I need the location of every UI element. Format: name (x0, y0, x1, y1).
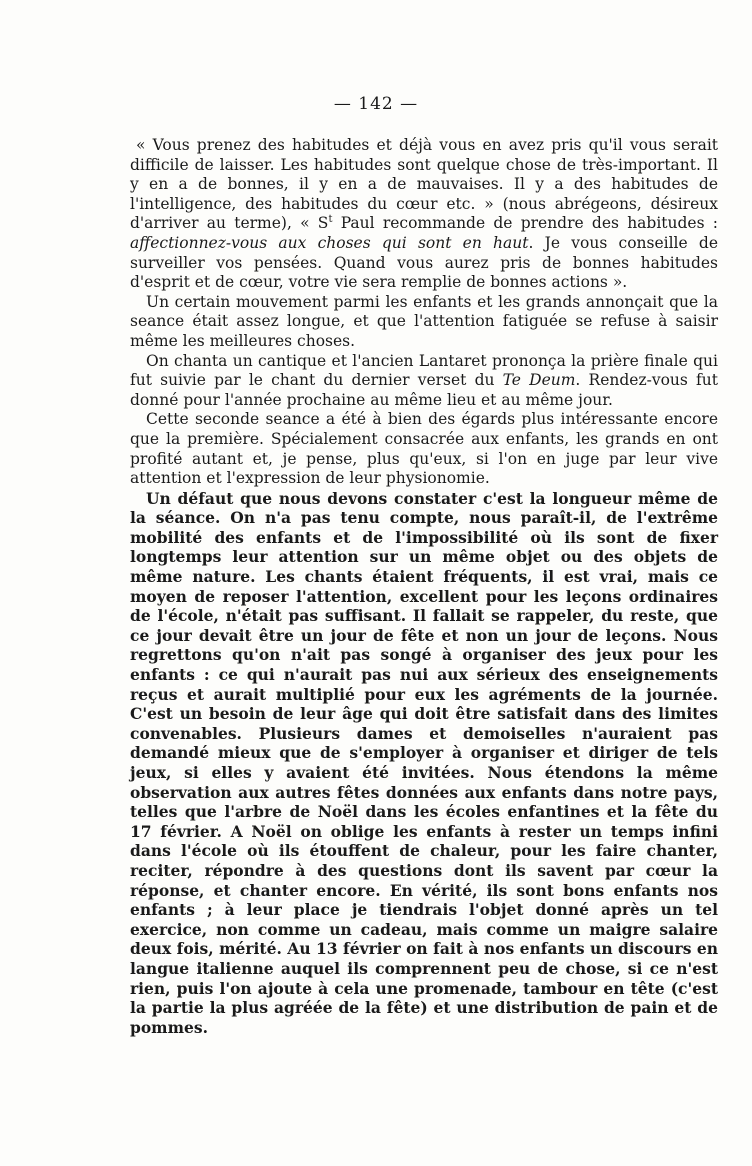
text-run: Paul recommande de prendre des habitudes : (332, 214, 719, 233)
text-run: . Je vous conseille de surveiller vos pensées. Quand vous aurez pris de bonnes habitudes d'esprit et de cœur, votre vie sera remplie de bonnes actions ». (130, 233, 718, 292)
paragraph-p2 (130, 293, 718, 352)
text-run: Un certain mouvement parmi les enfants et les grands annonçait que la seance était assez longue, et que l'attention fatiguée se refuse à saisir même les meilleures choses. (130, 292, 718, 350)
paragraph-p4 (130, 410, 718, 488)
body-text (130, 136, 718, 1037)
superscript-text: t (328, 214, 333, 226)
text-run: « Vous prenez des habitudes et déjà vous en avez pris qu'il vous serait difficile de laisser. Les habitudes sont quelque chose de très-important. Il y en a de bonnes, il y en a de mauvaises. Il y a des habitudes de l'intelligence, des habitudes du cœur etc. » (nous abrégeons, désireux d'arriver au terme), « S (130, 136, 718, 233)
text-run: Cette seconde seance a été à bien des égards plus intéressante encore que la première. Spécialement consacrée aux enfants, les grands en ont profité autant et, je pense, plus qu'eux, si l'on en juge par leur vive attention et l'expression de leur physionomie. (130, 410, 718, 488)
paragraph-p1 (130, 136, 718, 293)
text-run: Un défaut que nous devons constater c'est la longueur même de la séance. On n'a pas tenu compte, nous paraît-il, de l'extrême mobilité des enfants et de l'impossibilité où ils sont de fixer longtemps leur attention sur un même objet ou des objets de même nature. Les chants étaient fréquents, il est vrai, mais ce moyen de reposer l'attention, excellent pour les leçons ordinaires de l'école, n'était pas suffisant. Il fallait se rappeler, du reste, que ce jour devait être un jour de fête et non un jour de leçons. Nous regrettons qu'on n'ait pas songé à organiser des jeux pour les enfants : ce qui n'aurait pas nui aux sérieux des enseignements reçus et aurait multiplié pour eux les agréments de la journée. C'est un besoin de leur âge qui doit être satisfait dans des limites convenables. Plusieurs dames et demoiselles n'auraient pas demandé mieux que de s'employer à organiser et diriger de tels jeux, si elles y avaient été invitées. Nous étendons la même observation aux autres fêtes données aux enfants dans notre pays, telles que l'arbre de Noël dans les écoles enfantines et la fête du 17 février. A Noël on oblige les enfants à rester un temps infini dans l'école où ils étouffent de chaleur, pour les faire chanter, reciter, répondre à des questions dont ils savent par cœur la réponse, et chanter encore. En vérité, ils sont bons enfants nos enfants ; à leur place je tiendrais l'objet donné après un tel exercice, non comme un cadeau, mais comme un maigre salaire deux fois, mérité. Au 13 février on fait à nos enfants un discours en langue italienne auquel ils comprennent peu de chose, si ce n'est rien, puis l'on ajoute à cela une promenade, tambour en tête (c'est la partie la plus agréée de la fête) et une distribution de pain et de pommes. (130, 488, 718, 1037)
text-run: On chanta un cantique et l'ancien Lantaret prononça la prière finale qui fut suivie par le chant du dernier verset du (130, 351, 718, 390)
paragraph-p3 (130, 352, 718, 411)
page-number: — 142 — (333, 94, 419, 114)
italic-text: affectionnez-vous aux choses qui sont en haut (130, 233, 529, 252)
text-run: . Rendez-vous fut donné pour l'année prochaine au même lieu et au même jour. (130, 371, 718, 409)
italic-text: Te Deum (502, 371, 576, 390)
paragraph-p5 (130, 489, 718, 1038)
